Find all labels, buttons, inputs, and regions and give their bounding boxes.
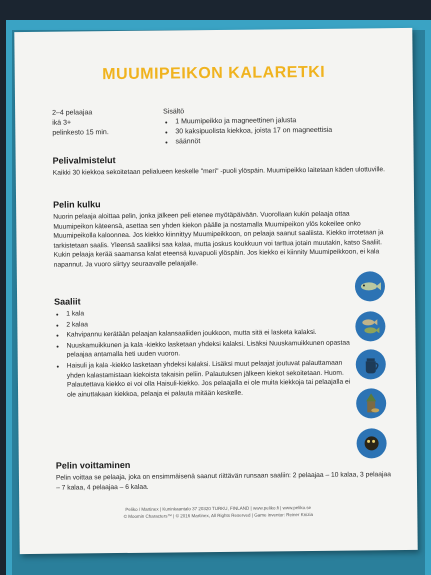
play-duration: pelinkesto 15 min. [52, 129, 109, 137]
win-heading: Pelin voittaminen [55, 459, 131, 471]
publisher-footer [19, 504, 417, 521]
contents-item: • säännöt [175, 136, 332, 148]
footer-line: Peliko / Martinex | Kuninkaantalo 37 20320 TURKU, FINLAND | www.peliko.fi | www.peliko.se [125, 505, 312, 512]
rules-title: MUUMIPEIKON KALARETKI [102, 63, 326, 84]
fish-disc-icon [355, 271, 385, 301]
contents-item: • 1 Muumipeikko ja magneettinen jalusta [175, 116, 332, 128]
catch-section [54, 294, 353, 401]
footer-line: © Moomin Characters™ | © 2016 Martinex, All Rights Reserved | Game inventor: Reiner Knizia [123, 511, 314, 519]
catch-item: • Nuuskamuikkunen ja kala -kiekko lasketaan yhdeksi kalaksi. Lisäksi Nuuskamuikkunen opastaa pelaajaa antamalla heti uuden vuoron. [67, 338, 353, 360]
play-section [53, 196, 392, 270]
age-rating: ikä 3+ [52, 119, 72, 127]
catch-item: • 1 kala [66, 307, 352, 320]
catch-item: • 2 kalaa [66, 317, 352, 330]
two-fish-disc-icon [355, 311, 385, 341]
coffee-pot-disc-icon [356, 349, 386, 379]
game-meta [52, 108, 109, 139]
player-count: 2–4 pelaajaa [52, 109, 93, 117]
catch-item: • Haisuli ja kala -kiekko lasketaan yhdeksi kalaksi. Lisäksi muut pelaajat joutuvat palauttamaan yhden kalastamistaan kiekoista takaisin peliin. Palautuksen jälkeen kiekot sekoitetaan. Huom. Palautettava kiekko ei voi olla Haisuli-kiekko. Jos pelaajalla ei ole muita kiekkoja tai pelaajalla ei ole ainuttakaan kiekkoa, pelaaja ei palauta mitään keskelle. [67, 359, 353, 400]
catch-item: • Kahvipannu kerätään pelaajan kalansaaliiden joukkoon, mutta sitä ei lasketa kalaksi. [66, 328, 352, 341]
contents-heading: Sisältö [163, 108, 185, 116]
play-heading: Pelin kulku [53, 199, 101, 210]
setup-heading: Pelivalmistelut [52, 155, 116, 166]
stinky-disc-icon [356, 428, 386, 458]
catch-heading: Saaliit [54, 296, 81, 307]
snufkin-disc-icon [356, 388, 386, 418]
setup-section [53, 152, 391, 178]
rules-sheet [14, 28, 417, 554]
win-section [56, 457, 394, 493]
play-text: Nuorin pelaaja aloittaa pelin, jonka jälkeen peli etenee myötäpäivään. Vuorollaan kukin pelaaja ottaa Muumipeikon käteensä, asettaa sen yhden kiekon päälle ja nostamalla Muumipeikon ylös kokeilee onko Muumipeikolla kaloonnea. Jos kiekko kiinnittyy Muumipeikkoon, on pelaaja saanut saaliista. Kiekko irrotetaan ja tarkistetaan saalis. Yleensä saaliiksi saa kalaa, mutta joskus koukkuun voi tarttua jotain muutakin, katso Saaliit. Kukin pelaaja kerää saamansa kalat eteensä kuvapuoli ylöspäin. Jos kiekko ei kiinnity Muumipeikkoon, ei kala napannut. Ja vuoro siirtyy seuraavalle pelaajalle. [53, 210, 384, 269]
setup-text: Kaikki 30 kiekkoa sekoitetaan pelialueen keskelle "meri" -puoli ylöspäin. Muumipeikko laitetaan käden ulottuville. [52, 166, 386, 177]
win-text: Pelin voittaa se pelaaja, joka on ensimmäisenä saanut riittävän runsaan saaliin: 2 pelaajaa – 10 kalaa, 3 pelaajaa – 7 kalaa, 4 pelaajaa – 6 kalaa. [55, 471, 391, 492]
contents-list [163, 106, 332, 148]
contents-item: • 30 kaksipuolista kiekkoa, joista 17 on magneettisia [175, 126, 332, 138]
